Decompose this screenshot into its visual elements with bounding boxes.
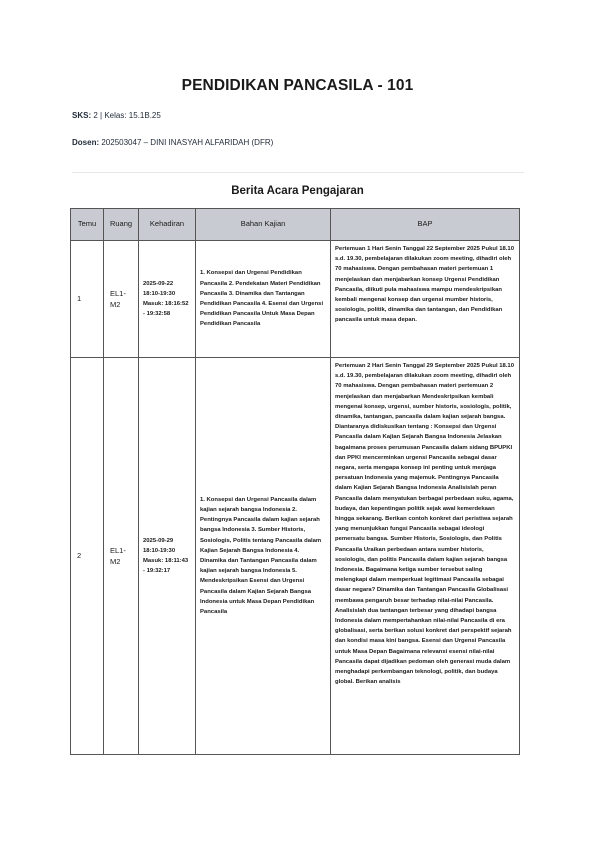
header-kehadiran: Kehadiran [139,209,196,241]
dosen-value: 202503047 – DINI INASYAH ALFARIDAH (DFR) [101,138,274,147]
sks-label: SKS: [72,111,92,120]
divider [72,172,524,173]
cell-kehadiran: 2025-09-29 18:10-19:30 Masuk: 18:11:43 - 19:32:17 [139,358,196,755]
sks-value: 2 | Kelas: 15.1B.25 [93,111,161,120]
cell-kehadiran: 2025-09-22 18:10-19:30 Masuk: 18:16:52 - 19:32:58 [139,241,196,358]
cell-ruang: EL1-M2 [104,241,139,358]
bap-table [70,208,520,755]
cell-temu: 2 [71,358,104,755]
cell-bahan-kajian: 1. Konsepsi dan Urgensi Pendidikan Pancasila 2. Pendekatan Materi Pendidikan Pancasila 3. Dinamika dan Tantangan Pendidikan Pancasila 4. Esensi dan Urgensi Pendidikan Pancasila Untuk Masa Depan Pendidikan Pancasila [196,241,331,358]
table-row [71,358,520,755]
cell-bap [331,241,520,358]
cell-bahan-kajian: 1. Konsepsi dan Urgensi Pancasila dalam kajian sejarah bangsa Indonesia 2. Pentingnya Pancasila dalam kajian sejarah bangsa Indonesia 3. Sumber Historis, Sosiologis, Politis tentang Pancasila dalam Kajian Sejarah Bangsa Indonesia 4. Dinamika dan Tantangan Pancasila dalam kajian sejarah bangsa Indonesia 5. Mendeskripsikan Esensi dan Urgensi Pancasila dalam Kajian Sejarah Bangsa Indonesia untuk Masa Depan Pendidikan Pancasila [196,358,331,755]
header-bahan-kajian: Bahan Kajian [196,209,331,241]
bap-text: Pertemuan 2 Hari Senin Tanggal 29 September 2025 Pukul 18.10 s.d. 19.30, pembelajaran dilakukan zoom meeting, dihadiri oleh 70 mahasiswa. Dengan pembahasan materi pertemuan 2 menjelaskan dan menjabarkan Mendeskripsikan kembali mengenai konsep, urgensi, sumber historis, sosiologis, politik, dinamika, tantangan, pancasila dalam kajian sejarah bangsa. Diantaranya didiskusikan tentang : Konsepsi dan Urgensi Pancasila dalam Kajian Sejarah Bangsa Indonesia Jelaskan bagaimana proses perumusan Pancasila dalam sidang BPUPKI dan PPKI mencerminkan urgensi Pancasila sebagai dasar negara, serta mengapa konsep ini penting untuk menjaga persatuan Indonesia yang majemuk. Pentingnya Pancasila dalam Kajian Sejarah Bangsa Indonesia Analisislah peran Pancasila dalam menyatukan berbagai perbedaan suku, agama, budaya, dan kepentingan politik sejak awal kemerdekaan hingga sekarang. Berikan contoh konkret dari peristiwa sejarah yang menunjukkan fungsi Pancasila sebagai ideologi pemersatu bangsa. Sumber Historis, Sosiologis, dan Politis Pancasila Uraikan perbedaan antara sumber historis, sosiologis, dan politis Pancasila dalam kajian sejarah bangsa Indonesia. Bagaimana ketiga sumber tersebut saling melengkapi dalam memperkuat legitimasi Pancasila sebagai dasar negara? Dinamika dan Tantangan Pancasila Globalisasi membawa pengaruh besar terhadap nilai-nilai Pancasila. Analisislah dua tantangan terbesar yang dihadapi bangsa Indonesia dalam mempertahankan nilai-nilai Pancasila di era globalisasi, serta berikan solusi konkret dari perspektif sejarah dan kondisi masa kini bangsa. Esensi dan Urgensi Pancasila untuk Masa Depan Bagaimana relevansi esensi nilai-nilai Pancasila dapat dijadikan pedoman oleh generasi muda dalam menghadapi perkembangan teknologi, politik, dan budaya global. Berikan analisis [335,363,514,686]
cell-bap [331,358,520,755]
header-bap: BAP [331,209,520,241]
dosen-label: Dosen: [72,138,100,147]
bap-text: Pertemuan 1 Hari Senin Tanggal 22 September 2025 Pukul 18.10 s.d. 19.30, pembelajaran dilakukan zoom meeting, dihadiri oleh 70 mahasiswa. Dengan pembahasan materi pertemuan 1 menjelaskan dan menjabarkan konsep Urgensi Pendidikan Pancasila, diikuti pula mahasiswa mampu mendeskripsikan kembali mengenai konsep dan urgensi mumber historis, sosiologis, politik, dinamika dan tantangan, dan Pendidikan pancasila untuk masa depan. [335,246,514,324]
dosen-line [72,138,273,147]
document-title: PENDIDIKAN PANCASILA - 101 [181,77,414,94]
cell-ruang: EL1-M2 [104,358,139,755]
table-row [71,241,520,358]
header-temu: Temu [71,209,104,241]
section-title: Berita Acara Pengajaran [231,185,364,197]
cell-temu: 1 [71,241,104,358]
header-ruang: Ruang [104,209,139,241]
sks-line [72,111,161,120]
table-header-row [71,209,520,241]
